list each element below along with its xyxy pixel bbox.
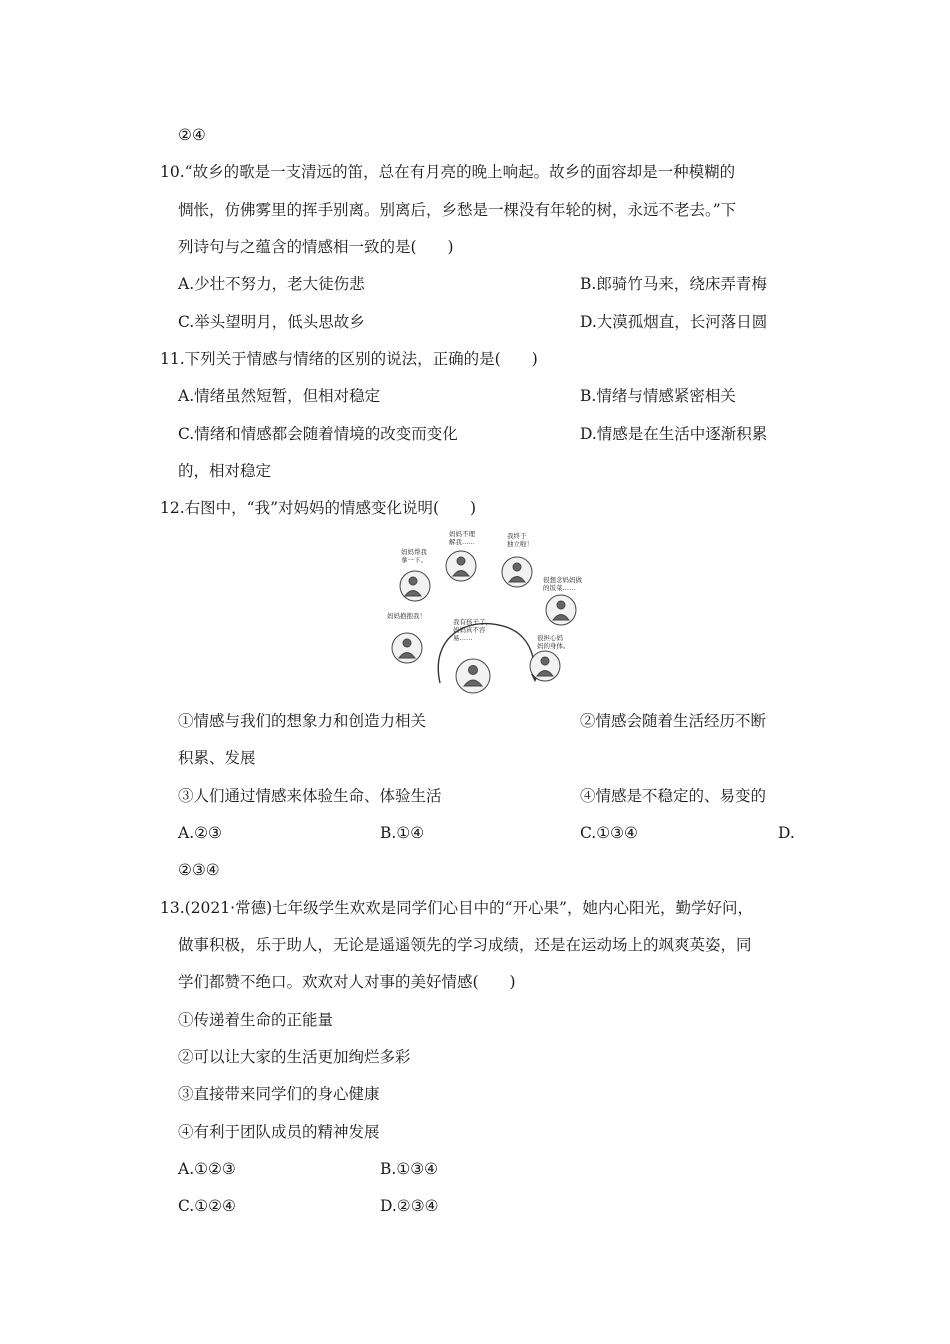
q12-option-d-cont: ②③④ [178, 861, 220, 879]
bubble-6-l3: 易…… [453, 634, 473, 642]
svg-text:很想念妈妈做的饭菜…… [543, 575, 583, 592]
q11-option-c: C.情绪和情感都会随着情境的改变而变化 [178, 425, 458, 443]
bubble-3-l2: 独立啦！ [507, 540, 533, 548]
bubble-1-l1: 妈妈帮我 [401, 548, 427, 556]
bubble-4-l1: 很想念妈妈做 [543, 576, 582, 584]
q10-option-a: A.少壮不努力，老大徒伤悲 [178, 275, 365, 293]
q11-option-d-cont: 的，相对稳定 [178, 462, 272, 480]
q12-item-2: ②情感会随着生活经历不断 [580, 712, 767, 730]
q13-item-4: ④有利于团队成员的精神发展 [178, 1123, 380, 1141]
q11-stem: 11.下列关于情感与情绪的区别的说法，正确的是( ) [160, 350, 538, 368]
q13-stem-2: 做事积极，乐于助人，无论是遥遥领先的学习成绩，还是在运动场上的飒爽英姿，同 [178, 936, 752, 954]
bubble-5-l1: 妈妈抱抱我！ [387, 612, 426, 620]
q12-option-b: B.①④ [380, 824, 425, 842]
bubble-7-l2: 妈的身体。 [537, 642, 570, 650]
q13-option-d: D.②③④ [380, 1197, 439, 1215]
svg-text:我有孩子了，妈妈真不容易…… [453, 617, 492, 642]
q10-option-d: D.大漠孤烟直，长河落日圆 [580, 313, 768, 331]
q13-stem-3: 学们都赞不绝口。欢欢对人对事的美好情感( ) [178, 973, 516, 991]
circle-7 [530, 651, 560, 681]
circle-3 [502, 557, 532, 587]
q12-item-1: ①情感与我们的想象力和创造力相关 [178, 712, 427, 730]
bubble-6-l1: 我有孩子了， [453, 618, 492, 626]
svg-text:我终于独立啦！ [507, 531, 533, 548]
circle-6 [456, 659, 490, 693]
q10-stem-3: 列诗句与之蕴含的情感相一致的是( ) [178, 238, 454, 256]
q12-option-a: A.②③ [178, 824, 222, 842]
q10-option-c: C.举头望明月，低头思故乡 [178, 313, 365, 331]
q13-option-a: A.①②③ [178, 1160, 236, 1178]
q12-item-4: ④情感是不稳定的、易变的 [580, 787, 767, 805]
q12-item-2-cont: 积累、发展 [178, 749, 256, 767]
bubble-6-l2: 妈妈真不容 [453, 626, 486, 634]
q11-option-d: D.情感是在生活中逐渐积累 [580, 425, 768, 443]
circle-1 [400, 571, 430, 601]
mother-emotion-figure [385, 528, 587, 700]
bubble-7-l1: 很担心妈 [537, 634, 563, 642]
q12-item-3: ③人们通过情感来体验生命、体验生活 [178, 787, 442, 805]
q12-option-c: C.①③④ [580, 824, 638, 842]
circle-4 [546, 595, 576, 625]
bubble-4-l2: 的饭菜…… [543, 584, 576, 592]
q10-option-b: B.郎骑竹马来，绕床弄青梅 [580, 275, 767, 293]
q10-stem-1: 10.“故乡的歌是一支清远的笛，总在有月亮的晚上响起。故乡的面容却是一种模糊的 [160, 163, 736, 181]
bubble-2-l2: 解我…… [449, 538, 475, 546]
q13-stem-1: 13.(2021·常德)七年级学生欢欢是同学们心目中的“开心果”，她内心阳光，勤学好问， [160, 899, 753, 917]
q13-option-b: B.①③④ [380, 1160, 439, 1178]
q11-option-a: A.情绪虽然短暂，但相对稳定 [178, 387, 381, 405]
q10-stem-2: 惆怅，仿佛雾里的挥手别离。别离后，乡愁是一棵没有年轮的树，永远不老去。”下 [178, 201, 737, 219]
circle-2 [446, 551, 476, 581]
svg-text:妈妈帮我拿一下。 [401, 547, 428, 564]
line-prev-answer: ②④ [178, 126, 206, 144]
bubble-3-l1: 我终于 [507, 532, 527, 540]
q12-stem: 12.右图中，“我”对妈妈的情感变化说明( ) [160, 499, 477, 517]
q12-option-d: D. [778, 824, 795, 842]
q13-item-3: ③直接带来同学们的身心健康 [178, 1085, 380, 1103]
svg-text:妈妈不理解我…… [449, 529, 476, 546]
q13-item-2: ②可以让大家的生活更加绚烂多彩 [178, 1048, 411, 1066]
svg-text:妈妈抱抱我！ [387, 611, 426, 620]
q13-option-c: C.①②④ [178, 1197, 236, 1215]
svg-text:很担心妈妈的身体。 [537, 633, 570, 650]
q11-option-b: B.情绪与情感紧密相关 [580, 387, 736, 405]
q13-item-1: ①传递着生命的正能量 [178, 1011, 334, 1029]
bubble-2-l1: 妈妈不理 [449, 530, 475, 538]
bubble-1-l2: 拿一下。 [401, 556, 427, 564]
circle-5 [392, 633, 422, 663]
